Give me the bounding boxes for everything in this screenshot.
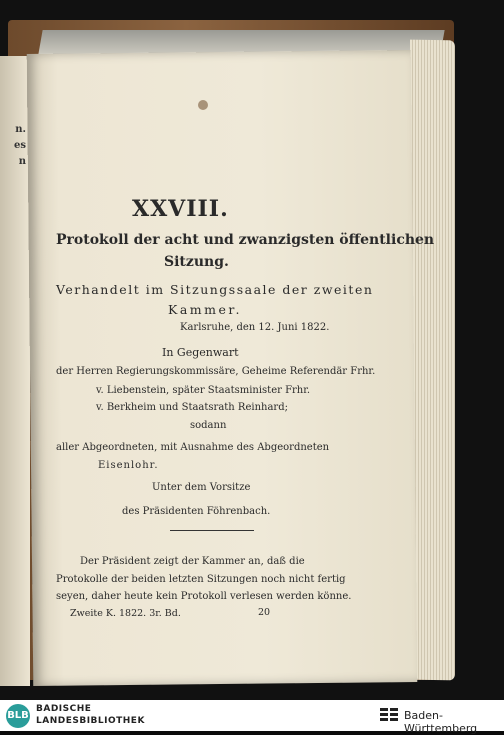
body-text: seyen, daher heute kein Protokoll verlesen werden könne. bbox=[56, 591, 352, 602]
presence-text: der Herren Regierungskommissäre, Geheime Referendär Frhr. bbox=[56, 366, 376, 377]
protocol-heading: Sitzung. bbox=[164, 254, 229, 270]
session-location: Kammer. bbox=[168, 302, 242, 317]
session-location: Verhandelt im Sitzungssaale der zweiten bbox=[56, 282, 374, 297]
presence-heading: In Gegenwart bbox=[162, 346, 239, 359]
blb-logo-icon[interactable]: BLB bbox=[6, 704, 30, 728]
body-text: Der Präsident zeigt der Kammer an, daß die bbox=[80, 556, 305, 567]
library-banner bbox=[0, 700, 504, 735]
footer-number: 20 bbox=[258, 607, 271, 618]
presence-text: Eisenlohr. bbox=[98, 460, 159, 471]
baden-wuerttemberg-logo-icon bbox=[380, 707, 398, 723]
state-name[interactable]: Baden-Württemberg bbox=[404, 709, 478, 735]
chair-name: des Präsidenten Föhrenbach. bbox=[122, 506, 271, 517]
chair-heading: Unter dem Vorsitze bbox=[152, 482, 251, 493]
footer-signature: Zweite K. 1822. 3r. Bd. bbox=[70, 608, 181, 619]
left-margin-text: es bbox=[14, 140, 26, 151]
left-page bbox=[0, 56, 30, 686]
page-title: XXVIII. bbox=[132, 196, 229, 222]
presence-text: sodann bbox=[190, 420, 227, 431]
left-margin-text: n. bbox=[15, 124, 26, 135]
body-text: Protokolle der beiden letzten Sitzungen noch nicht fertig bbox=[56, 574, 346, 585]
presence-text: v. Berkheim und Staatsrath Reinhard; bbox=[96, 402, 288, 413]
presence-text: aller Abgeordneten, mit Ausnahme des Abgeordneten bbox=[56, 442, 330, 453]
presence-text: v. Liebenstein, später Staatsminister Frhr. bbox=[96, 385, 311, 396]
page-edges bbox=[410, 40, 455, 681]
page-stain bbox=[198, 100, 208, 110]
left-margin-text: n bbox=[18, 156, 26, 167]
library-name: BADISCHE bbox=[36, 704, 92, 714]
session-date: Karlsruhe, den 12. Juni 1822. bbox=[180, 322, 330, 333]
divider bbox=[170, 530, 254, 531]
protocol-heading: Protokoll der acht und zwanzigsten öffentlichen bbox=[56, 232, 435, 248]
library-name: LANDESBIBLIOTHEK bbox=[36, 716, 145, 726]
